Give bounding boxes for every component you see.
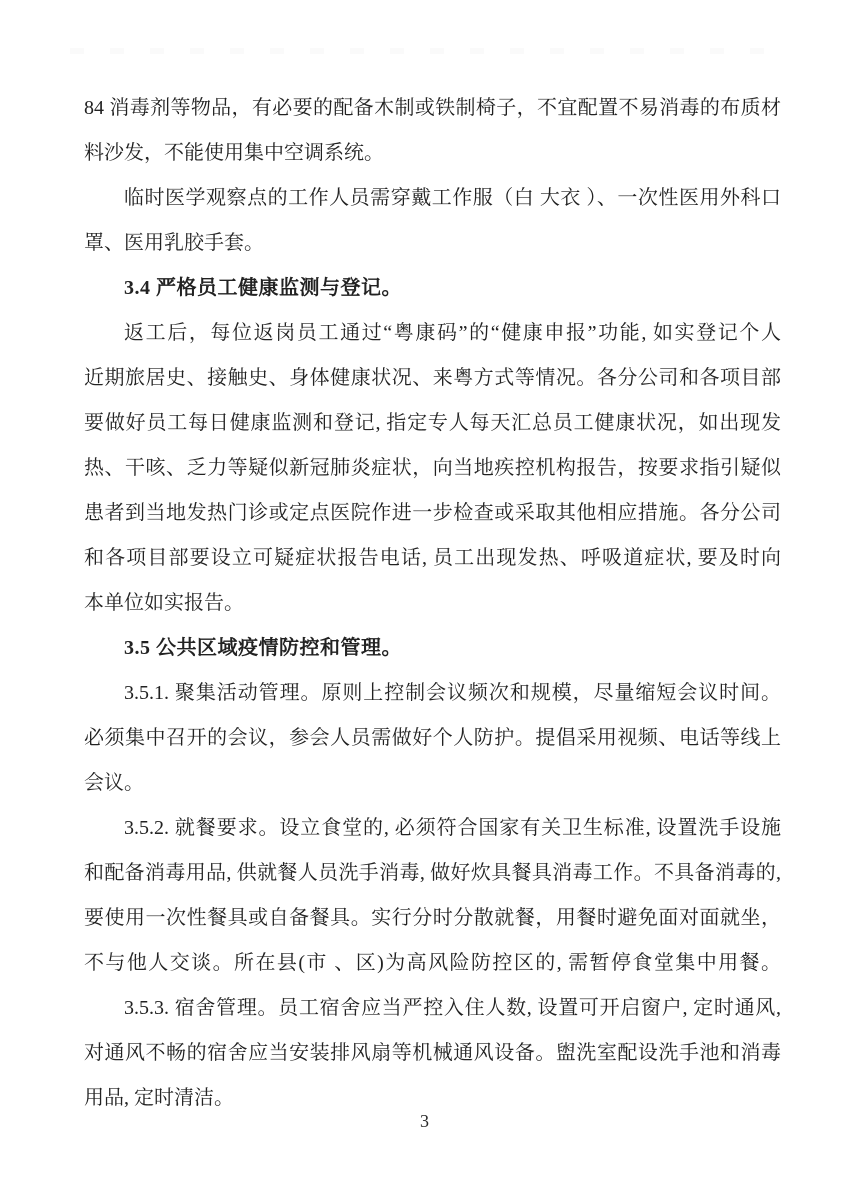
text-line: 3.5.3. 宿舍管理。员工宿舍应当严控入住人数, 设置可开启窗户, 定时通风, [124, 997, 781, 1019]
text-line: 临时医学观察点的工作人员需穿戴工作服（白 大衣 ）、一次性医用外科口 [124, 187, 781, 209]
section-heading: 3.4 严格员工健康监测与登记。 [124, 277, 402, 299]
text-line: 对通风不畅的宿舍应当安装排风扇等机械通风设备。盥洗室配设洗手池和消毒 [84, 1042, 781, 1064]
text-line: 3.5.1. 聚集活动管理。原则上控制会议频次和规模，尽量缩短会议时间。 [124, 682, 781, 704]
text-line: 用品, 定时清洁。 [84, 1087, 234, 1109]
text-line: 要做好员工每日健康监测和登记, 指定专人每天汇总员工健康状况，如出现发 [84, 412, 781, 434]
text-line: 和各项目部要设立可疑症状报告电话, 员工出现发热、呼吸道症状, 要及时向 [84, 547, 781, 569]
text-line: 3.5.2. 就餐要求。设立食堂的, 必须符合国家有关卫生标准, 设置洗手设施 [124, 817, 781, 839]
section [84, 266, 781, 311]
section-heading: 3.5 公共区域疫情防控和管理。 [124, 637, 402, 659]
paragraph [84, 86, 781, 176]
text-line: 本单位如实报告。 [84, 592, 244, 614]
text-line: 罩、医用乳胶手套。 [84, 232, 264, 254]
paragraph [84, 671, 781, 806]
page-number: 3 [420, 1111, 429, 1131]
scan-artifact [70, 48, 790, 54]
text-line: 必须集中召开的会议，参会人员需做好个人防护。提倡采用视频、电话等线上 [84, 727, 781, 749]
text-line: 返工后，每位返岗员工通过“粤康码”的“健康申报”功能, 如实登记个人 [124, 322, 781, 344]
text-line: 要使用一次性餐具或自备餐具。实行分时分散就餐，用餐时避免面对面就坐， [84, 907, 781, 929]
text-line: 患者到当地发热门诊或定点医院作进一步检查或采取其他相应措施。各分公司 [84, 502, 781, 524]
paragraph [84, 986, 781, 1121]
text-line: 近期旅居史、接触史、身体健康状况、来粤方式等情况。各分公司和各项目部 [84, 367, 781, 389]
text-line: 和配备消毒用品, 供就餐人员洗手消毒, 做好炊具餐具消毒工作。不具备消毒的, [84, 862, 781, 884]
text-line: 热、干咳、乏力等疑似新冠肺炎症状，向当地疾控机构报告，按要求指引疑似 [84, 457, 781, 479]
text-line: 会议。 [84, 772, 144, 794]
document-body [84, 86, 781, 1121]
paragraph [84, 176, 781, 266]
text-line: 料沙发，不能使用集中空调系统。 [84, 142, 384, 164]
paragraph [84, 311, 781, 626]
section [84, 626, 781, 671]
text-line: 84 消毒剂等物品，有必要的配备木制或铁制椅子，不宜配置不易消毒的布质材 [84, 97, 781, 119]
text-line: 不与他人交谈。所在县(市 、区)为高风险防控区的, 需暂停食堂集中用餐。 [84, 952, 781, 974]
paragraph [84, 806, 781, 986]
